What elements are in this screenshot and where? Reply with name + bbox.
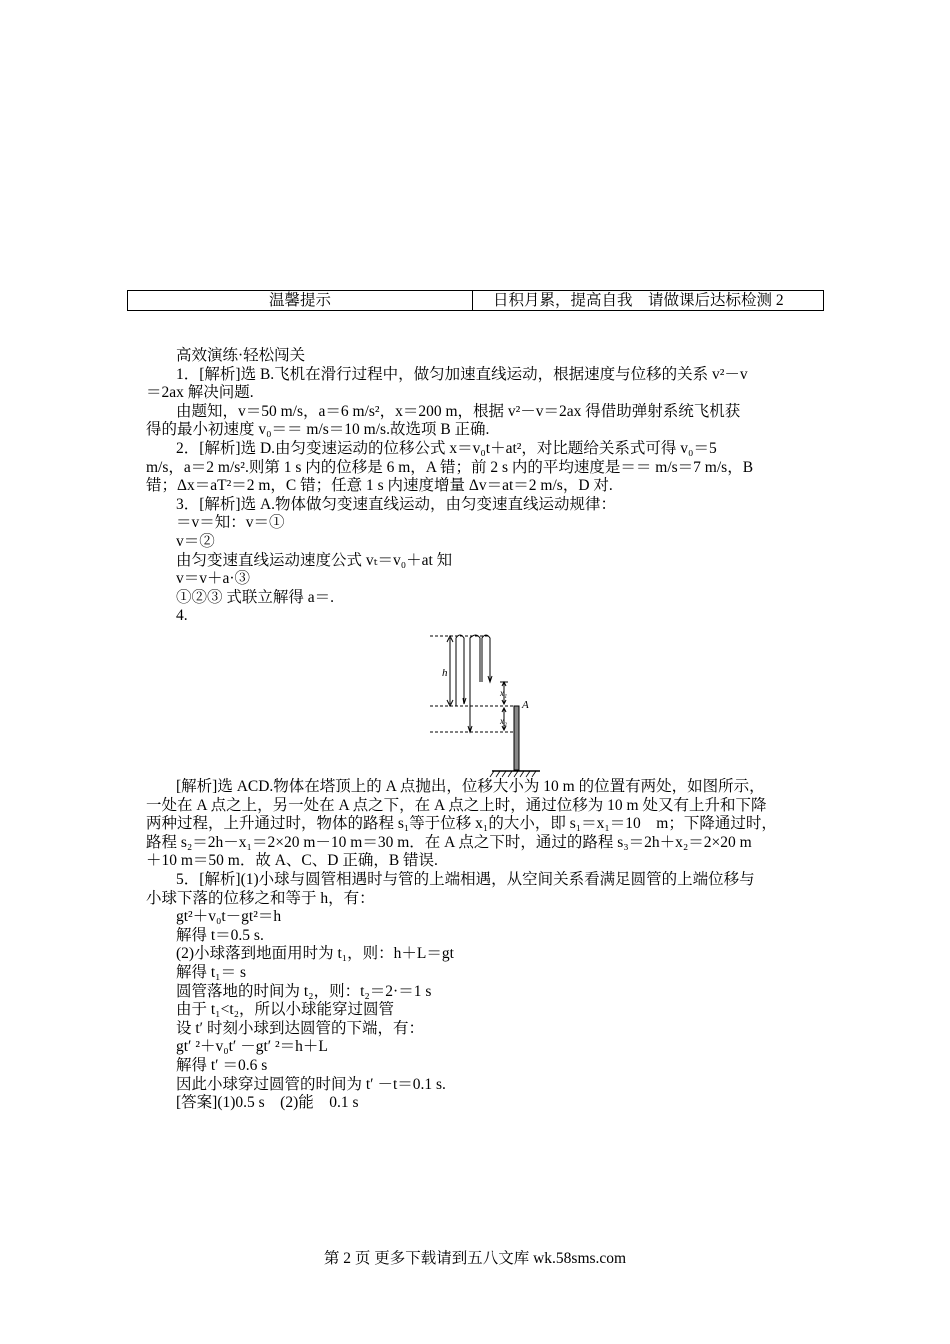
projectile-diagram (430, 632, 550, 780)
text-line: ①②③ 式联立解得 a＝. (176, 588, 335, 606)
tip-left-cell: 温馨提示 (128, 291, 473, 311)
text-line: 设 t′ 时刻小球到达圆管的下端，有： (176, 1019, 424, 1037)
text-line: 由题知，v＝50 m/s，a＝6 m/s²，x＝200 m，根据 v²－v＝2ax 得借助弹射系统飞机获 (176, 402, 741, 420)
text-line: 1．[解析]选 B.飞机在滑行过程中，做匀加速直线运动，根据速度与位移的关系 v²－v (176, 365, 748, 383)
text-line: 解得 t′ ＝0.6 s (176, 1056, 268, 1074)
text-line: 一处在 A 点之上，另一处在 A 点之下，在 A 点之上时，通过位移为 10 m 处又有上升和下降 (146, 796, 767, 814)
text-line: (2)小球落到地面用时为 t₁，则：h＋L＝gt (176, 945, 454, 963)
text-line: 两种过程，上升通过时，物体的路程 s₁等于位移 x₁的大小，即 s₁＝x₁＝10 m；下降通过时， (146, 815, 777, 833)
text-line: v＝② (176, 532, 215, 550)
tip-table (127, 290, 824, 311)
text-line: 圆管落地的时间为 t₂，则：t₂＝2·＝1 s (176, 982, 432, 1000)
answer-block-1 (146, 366, 814, 626)
label-x2: x₂ (500, 716, 508, 726)
text-line: gt′ ²＋v₀t′ －gt′ ²＝h＋L (176, 1038, 328, 1056)
label-h: h (442, 667, 448, 679)
text-line: ＋10 m＝50 m．故 A、C、D 正确，B 错误. (146, 852, 438, 870)
label-x1: x₁ (500, 688, 508, 698)
text-line: 5．[解析](1)小球与圆管相遇时与管的上端相遇，从空间关系看满足圆管的上端位移与 (176, 870, 755, 888)
text-line: 小球下落的位移之和等于 h，有： (146, 889, 375, 907)
text-line: 路程 s₂＝2h－x₁＝2×20 m－10 m＝30 m．在 A 点之下时，通过的路程 s₃＝2h＋x₂＝2×20 m (146, 833, 752, 851)
section-title: 高效演练·轻松闯关 (176, 347, 306, 364)
text-line: 4. (176, 607, 188, 625)
text-line: gt²＋v₀t－gt²＝h (176, 908, 282, 926)
text-line: ＝v＝知：v＝① (176, 514, 285, 532)
text-line: [解析]选 ACD.物体在塔顶上的 A 点抛出，位移大小为 10 m 的位置有两处，如图所示， (176, 778, 765, 795)
text-line: 2．[解析]选 D.由匀变速运动的位移公式 x＝v₀t＋at²，对比题给关系式可得 v₀＝5 (176, 439, 717, 457)
text-line: v＝v＋a·③ (176, 570, 251, 588)
text-line: 由匀变速直线运动速度公式 vₜ＝v₀＋at 知 (176, 551, 453, 569)
answer-content (146, 347, 814, 626)
answer-block-2 (146, 778, 814, 1113)
answer-content-2 (146, 778, 814, 1113)
text-line: 解得 t₁＝ s (176, 963, 246, 981)
text-line: 因此小球穿过圆管的时间为 t′ －t＝0.1 s. (176, 1075, 446, 1093)
text-line: 3．[解析]选 A.物体做匀变速直线运动，由匀变速直线运动规律： (176, 495, 617, 513)
text-line: ＝2ax 解决问题. (146, 384, 254, 402)
text-line: [答案](1)0.5 s (2)能 0.1 s (176, 1094, 359, 1112)
tower (514, 706, 519, 770)
text-line: 解得 t＝0.5 s. (176, 926, 264, 944)
text-line: 由于 t₁<t₂，所以小球能穿过圆管 (176, 1001, 395, 1019)
tip-right-cell: 日积月累，提高自我 请做课后达标检测 2 (473, 291, 824, 311)
text-line: 错；Δx＝aT²＝2 m，C 错；任意 1 s 内速度增量 Δv＝at＝2 m/s，D 对. (146, 477, 613, 495)
text-line: 得的最小初速度 v₀＝＝ m/s＝10 m/s.故选项 B 正确. (146, 421, 490, 439)
text-line: m/s，a＝2 m/s².则第 1 s 内的位移是 6 m，A 错；前 2 s 内的平均速度是＝＝ m/s＝7 m/s，B (146, 458, 754, 476)
label-A: A (522, 699, 529, 711)
page-footer: 第 2 页 更多下载请到五八文库 wk.58sms.com (323, 1250, 627, 1267)
